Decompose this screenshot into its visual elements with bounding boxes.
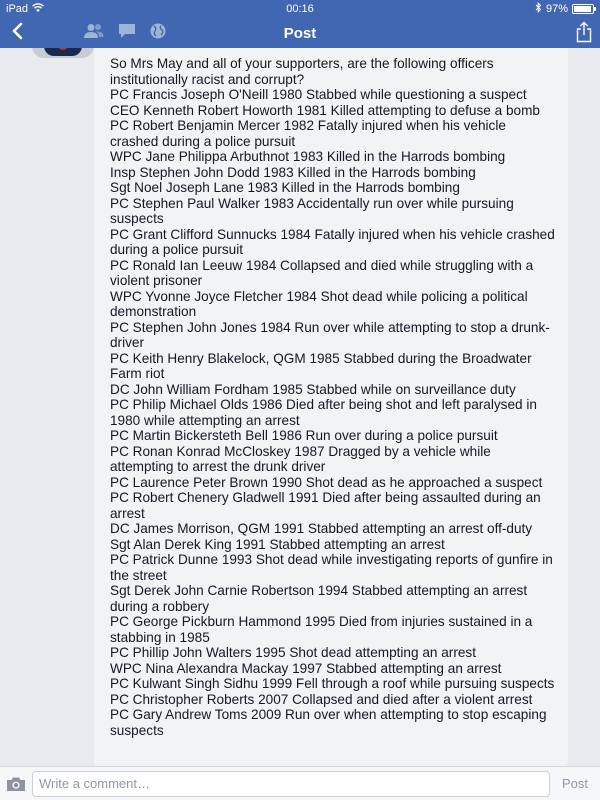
- back-button[interactable]: [0, 18, 34, 48]
- comment-intro: So Mrs May and all of your supporters, are the following officers institutionally racist and corrupt?: [110, 56, 494, 87]
- page-title: Post: [283, 24, 317, 42]
- comment-entry: WPC Yvonne Joyce Fletcher 1984 Shot dead while policing a political demonstration: [110, 288, 528, 319]
- status-bar: [0, 0, 600, 18]
- nav-icons: [84, 23, 166, 44]
- message-icon[interactable]: [118, 23, 136, 44]
- battery-percent: 97%: [545, 3, 568, 15]
- comment-entry: Sgt Noel Joseph Lane 1983 Killed in the Harrods bombing: [110, 180, 460, 195]
- avatar[interactable]: [32, 48, 94, 58]
- battery-fill: [574, 6, 591, 12]
- comment-entry: PC Robert Chenery Gladwell 1991 Died after being assaulted during an arrest: [110, 490, 541, 521]
- comment-text: [110, 56, 558, 738]
- device-name: iPad: [6, 3, 29, 15]
- comment-entry: PC Ronald Ian Leeuw 1984 Collapsed and died while struggling with a violent prisoner: [110, 257, 534, 288]
- post-content: [0, 48, 600, 766]
- comment-entry: PC Stephen John Jones 1984 Run over while attempting to stop a drunk-driver: [110, 319, 550, 350]
- chevron-left-icon: [11, 22, 23, 45]
- status-time: 00:16: [286, 3, 314, 15]
- comment-entry: PC Keith Henry Blakelock, QGM 1985 Stabbed during the Broadwater Farm riot: [110, 350, 532, 381]
- status-left: [6, 3, 44, 16]
- comment-entry: PC Martin Bickersteth Bell 1986 Run over during a police pursuit: [110, 428, 498, 443]
- comment-entry: PC Stephen Paul Walker 1983 Accidentally run over while pursuing suspects: [110, 195, 514, 226]
- comment-entry: DC James Morrison, QGM 1991 Stabbed attempting an arrest off-duty: [110, 521, 533, 536]
- comment-entry: PC Philip Michael Olds 1986 Died after being shot and left paralysed in 1980 while attempting an arrest: [110, 397, 537, 428]
- globe-icon[interactable]: [150, 23, 166, 44]
- comment-entry: Sgt Derek John Carnie Robertson 1994 Stabbed attempting an arrest during a robbery: [110, 583, 528, 614]
- comment-entry: Insp Stephen John Dodd 1983 Killed in the Harrods bombing: [110, 164, 476, 180]
- comment-entry: WPC Jane Philippa Arbuthnot 1983 Killed in the Harrods bombing: [110, 149, 506, 164]
- share-icon[interactable]: [576, 21, 592, 48]
- comment-entry: PC Christopher Roberts 2007 Collapsed and died after a violent arrest: [110, 691, 533, 707]
- comment-entry: PC Patrick Dunne 1993 Shot dead while investigating reports of gunfire in the street: [110, 552, 553, 583]
- comment-entry: PC Laurence Peter Brown 1990 Shot dead as he approached a suspect: [110, 474, 543, 490]
- battery-icon: [572, 4, 594, 14]
- comment-entry: PC Ronan Konrad McCloskey 1987 Dragged by a vehicle while attempting to arrest the drunk driver: [110, 443, 491, 474]
- nav-bar: [0, 18, 600, 48]
- comment-entry: PC Kulwant Singh Sidhu 1999 Fell through a roof while pursuing suspects: [110, 676, 555, 691]
- comment-input[interactable]: [32, 771, 550, 797]
- comment-bubble: [94, 48, 568, 766]
- comment-entry: WPC Nina Alexandra Mackay 1997 Stabbed attempting an arrest: [110, 660, 502, 676]
- wifi-icon: [32, 3, 44, 16]
- comment-entry: DC John William Fordham 1985 Stabbed while on surveillance duty: [110, 381, 516, 397]
- bluetooth-icon: [535, 2, 542, 16]
- comment-entry: PC Grant Clifford Sunnucks 1984 Fatally injured when his vehicle crashed during a police pursuit: [110, 226, 555, 257]
- comment-entry: Sgt Alan Derek King 1991 Stabbed attempting an arrest: [110, 536, 445, 552]
- status-right: [535, 2, 594, 16]
- friends-icon[interactable]: [84, 23, 104, 44]
- camera-icon[interactable]: [0, 776, 32, 792]
- comment-entry: PC Gary Andrew Toms 2009 Run over when attempting to stop escaping suspects: [110, 707, 547, 738]
- comment-entry: CEO Kenneth Robert Howorth 1981 Killed attempting to defuse a bomb: [110, 102, 540, 118]
- post-button[interactable]: Post: [550, 776, 600, 791]
- comment-entry: PC Francis Joseph O'Neill 1980 Stabbed while questioning a suspect: [110, 87, 527, 102]
- comment-entry: PC Phillip John Walters 1995 Shot dead attempting an arrest: [110, 645, 476, 660]
- comment-entry: PC Robert Benjamin Mercer 1982 Fatally injured when his vehicle crashed during a police pursuit: [110, 118, 506, 149]
- comment-bar: [0, 766, 600, 800]
- comment-entry: PC George Pickburn Hammond 1995 Died from injuries sustained in a stabbing in 1985: [110, 614, 533, 645]
